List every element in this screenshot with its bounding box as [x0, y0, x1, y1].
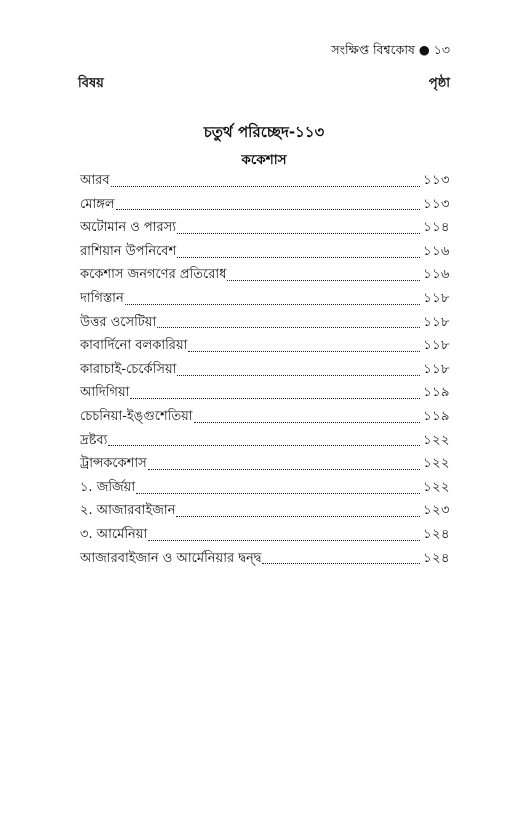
- dot-leader: [194, 421, 421, 423]
- toc-row: [80, 499, 450, 523]
- dot-leader: [176, 515, 420, 517]
- dot-leader: [148, 539, 420, 541]
- dot-leader: [188, 350, 420, 352]
- toc-entry-title: চেচনিয়া-ইঙ্গুশেতিয়া: [80, 408, 193, 424]
- chapter-subtitle: ককেশাস: [241, 152, 287, 168]
- toc-row: [80, 405, 450, 429]
- toc-entry-title: কারাচাই-চের্কেসিয়া: [80, 361, 177, 377]
- toc-entry-title: ককেশাস জনগণের প্রতিরোধ: [80, 267, 227, 283]
- toc-row: [80, 169, 450, 193]
- toc-row: [80, 216, 450, 240]
- dot-leader: [262, 562, 420, 564]
- dot-leader: [177, 232, 420, 234]
- toc-row: [80, 287, 450, 311]
- dot-leader: [148, 468, 420, 470]
- dot-leader: [136, 492, 420, 494]
- toc-entry-title: আজারবাইজান ও আর্মেনিয়ার দ্বন্দ্ব: [80, 550, 262, 566]
- toc-page-number: ১২২: [423, 432, 450, 448]
- toc-page-number: ১১৯: [423, 408, 450, 424]
- toc-page-number: ১২৪: [423, 550, 450, 566]
- toc-entry-title: ট্রান্সককেশাস: [80, 456, 147, 472]
- toc-row: [80, 240, 450, 264]
- toc-row: [80, 263, 450, 287]
- toc-entry-title: মোঙ্গল: [80, 196, 115, 212]
- dot-leader: [125, 303, 420, 305]
- table-of-contents: [80, 169, 450, 570]
- toc-page-number: ১১৮: [423, 314, 450, 330]
- subject-column-header: বিষয়: [78, 76, 104, 91]
- toc-row: [80, 429, 450, 453]
- dot-leader: [157, 326, 420, 328]
- toc-entry-title: ২. আজারবাইজান: [80, 503, 176, 519]
- toc-entry-title: দ্রষ্টব্য: [80, 432, 108, 448]
- toc-page-number: ১২৪: [423, 526, 450, 542]
- toc-row: [80, 358, 450, 382]
- toc-entry-title: কাবার্দিনো বলকারিয়া: [80, 338, 188, 354]
- dot-leader: [177, 374, 420, 376]
- toc-row: [80, 523, 450, 547]
- toc-entry-title: ১. জর্জিয়া: [80, 479, 136, 495]
- page-column-header: পৃষ্ঠা: [428, 76, 450, 91]
- toc-page-number: ১১৪: [423, 220, 450, 236]
- toc-row: [80, 381, 450, 405]
- toc-page-number: ১১৯: [423, 385, 450, 401]
- dot-leader: [227, 279, 420, 281]
- toc-row: [80, 311, 450, 335]
- toc-entry-title: অটোমান ও পারস্য: [80, 220, 177, 236]
- toc-row: [80, 193, 450, 217]
- dot-leader: [177, 256, 420, 258]
- toc-row: [80, 476, 450, 500]
- chapter-title: চতুর্থ পরিচ্ছেদ-১১৩: [203, 123, 325, 141]
- toc-entry-title: আরব: [80, 173, 110, 188]
- column-headers: [78, 74, 450, 92]
- toc-page-number: ১২২: [423, 456, 450, 472]
- dot-leader: [130, 397, 420, 399]
- toc-entry-title: উত্তর ওসেটিয়া: [80, 314, 157, 330]
- dot-leader: [116, 208, 421, 210]
- toc-page-number: ১১৬: [423, 267, 450, 283]
- toc-row: [80, 452, 450, 476]
- toc-page-number: ১১৩: [423, 196, 450, 212]
- toc-page-number: ১১৩: [423, 173, 450, 188]
- toc-entry-title: রাশিয়ান উপনিবেশ: [80, 243, 177, 259]
- toc-row: [80, 334, 450, 358]
- toc-page-number: ১১৮: [423, 338, 450, 354]
- toc-page-number: ১১৮: [423, 290, 450, 306]
- toc-page-number: ১১৬: [423, 243, 450, 259]
- toc-row: [80, 547, 450, 571]
- toc-entry-title: ৩. আর্মেনিয়া: [80, 526, 148, 542]
- toc-page-number: ১২৩: [423, 503, 450, 519]
- toc-entry-title: আদিগিয়া: [80, 385, 130, 401]
- running-head: সংক্ষিপ্ত বিশ্বকোষ ● ১৩: [331, 42, 450, 57]
- toc-page-number: ১২২: [423, 479, 450, 495]
- toc-page-number: ১১৮: [423, 361, 450, 377]
- toc-entry-title: দাগিস্তান: [80, 290, 124, 306]
- dot-leader: [108, 444, 420, 446]
- dot-leader: [111, 185, 421, 187]
